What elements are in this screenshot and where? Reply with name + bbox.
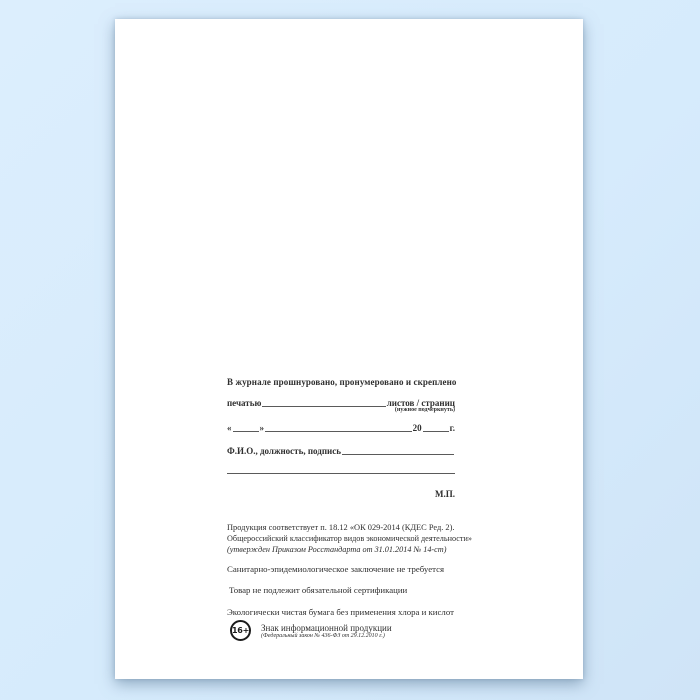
stamp-place-label: М.П. bbox=[435, 489, 455, 499]
signature-line-row bbox=[227, 446, 455, 457]
stitch-statement: В журнале прошнуровано, пронумеровано и скреплено bbox=[227, 377, 457, 387]
ecology-statement: Экологически чистая бумага без применения хлора и кислот bbox=[227, 607, 454, 617]
sanitary-statement: Санитарно-эпидемиологическое заключение не требуется bbox=[227, 564, 445, 574]
okved-paragraph bbox=[227, 522, 472, 555]
quote-open: « bbox=[227, 423, 232, 433]
date-line-row bbox=[227, 423, 455, 434]
age-16-icon: 16+ bbox=[230, 620, 251, 641]
age-mark-law: (Федеральный закон № 436-ФЗ от 29.12.2010 г.) bbox=[261, 632, 385, 639]
journal-back-page bbox=[115, 19, 583, 679]
age-mark-row bbox=[230, 620, 470, 641]
year-suffix: г. bbox=[449, 423, 455, 433]
okved-line1: Продукция соответствует п. 18.12 «ОК 029-2014 (КДЕС Ред. 2). bbox=[227, 523, 455, 532]
quote-close: » bbox=[259, 423, 264, 433]
blank-line-year bbox=[423, 430, 449, 432]
age-mark-label: Знак информационной продукции bbox=[261, 622, 392, 633]
certification-statement: Товар не подлежит обязательной сертификации bbox=[229, 585, 408, 595]
signature-label: Ф.И.О., должность, подпись bbox=[227, 446, 341, 456]
year-prefix: 20 bbox=[412, 423, 422, 433]
sheets-pages-label: листов / страниц bbox=[386, 398, 455, 408]
blank-line-day bbox=[233, 430, 259, 432]
blank-line-signature bbox=[342, 453, 454, 455]
okved-line2: Общероссийский классификатор видов экономической деятельности» bbox=[227, 534, 472, 543]
okved-line3: (утвержден Приказом Росстандарта от 31.01.2014 № 14-ст) bbox=[227, 545, 447, 554]
blank-line-month bbox=[265, 430, 412, 432]
blank-line-full bbox=[227, 463, 455, 474]
underline-note: (нужное подчеркнуть) bbox=[394, 407, 455, 413]
seal-label: печатью bbox=[227, 398, 262, 408]
age-mark-text bbox=[261, 623, 392, 639]
